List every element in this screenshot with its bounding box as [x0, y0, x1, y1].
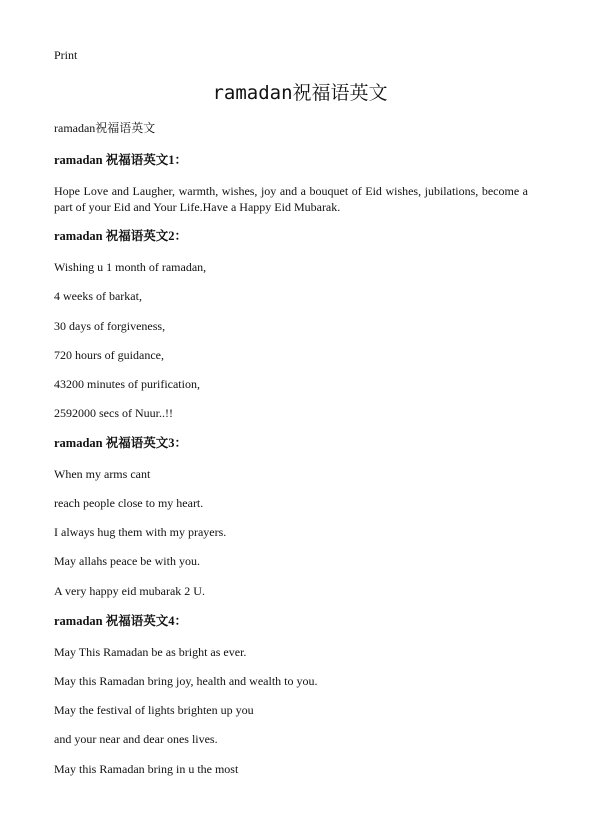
section-3-line: I always hug them with my prayers. — [54, 525, 227, 539]
section-3-line: reach people close to my heart. — [54, 496, 204, 510]
section-2-line: 720 hours of guidance, — [54, 348, 164, 362]
section-2-line: 4 weeks of barkat, — [54, 289, 142, 303]
section-2-line: 43200 minutes of purification, — [54, 377, 200, 391]
section-heading-4: ramadan 祝福语英文4： — [54, 614, 187, 628]
document-subtitle: ramadan祝福语英文 — [54, 121, 156, 135]
section-2-line: 2592000 secs of Nuur..!! — [54, 406, 173, 420]
section-heading-1: ramadan 祝福语英文1： — [54, 153, 187, 167]
section-4-line: May this Ramadan bring in u the most — [54, 762, 239, 776]
print-link[interactable]: Print — [54, 48, 78, 62]
section-2-line: 30 days of forgiveness, — [54, 319, 166, 333]
section-4-line: May the festival of lights brighten up you — [54, 703, 254, 717]
section-4-line: May This Ramadan be as bright as ever. — [54, 645, 247, 659]
section-3-line: A very happy eid mubarak 2 U. — [54, 584, 205, 598]
section-heading-3: ramadan 祝福语英文3： — [54, 436, 187, 450]
section-3-line: When my arms cant — [54, 467, 151, 481]
section-1-paragraph: Hope Love and Laugher, warmth, wishes, joy and a bouquet of Eid wishes, jubilations, become a part of your Eid and Your Life.Have a Happy Eid Mubarak. — [54, 184, 528, 214]
section-4-line: May this Ramadan bring joy, health and wealth to you. — [54, 674, 318, 688]
section-4-line: and your near and dear ones lives. — [54, 732, 218, 746]
section-2-line: Wishing u 1 month of ramadan, — [54, 260, 207, 274]
section-heading-2: ramadan 祝福语英文2： — [54, 229, 187, 243]
section-3-line: May allahs peace be with you. — [54, 554, 200, 568]
page-title: ramadan祝福语英文 — [212, 82, 388, 104]
